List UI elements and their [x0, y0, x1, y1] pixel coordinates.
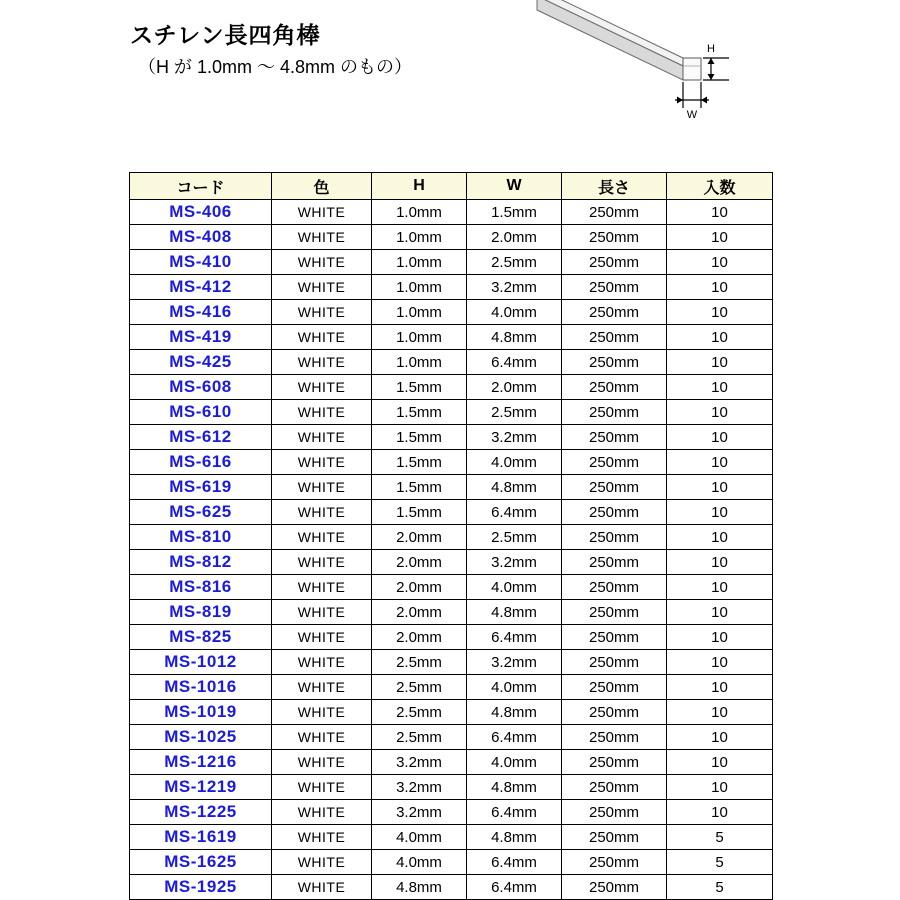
cell-code: MS-1225 [130, 800, 272, 825]
cell-color: WHITE [272, 750, 372, 775]
column-header-quantity: 入数 [667, 173, 773, 200]
cell-length: 250mm [562, 250, 667, 275]
table-row [130, 450, 773, 475]
cell-color: WHITE [272, 725, 372, 750]
cell-height: 2.5mm [372, 675, 467, 700]
cell-height: 1.5mm [372, 500, 467, 525]
cell-quantity: 10 [667, 350, 773, 375]
table-row [130, 200, 773, 225]
cell-code: MS-816 [130, 575, 272, 600]
column-header-code: コード [130, 173, 272, 200]
cell-width: 4.0mm [467, 675, 562, 700]
cell-length: 250mm [562, 725, 667, 750]
cell-quantity: 10 [667, 525, 773, 550]
cell-length: 250mm [562, 375, 667, 400]
cell-height: 3.2mm [372, 775, 467, 800]
cell-width: 2.5mm [467, 250, 562, 275]
cell-quantity: 10 [667, 575, 773, 600]
cell-length: 250mm [562, 450, 667, 475]
cell-code: MS-1025 [130, 725, 272, 750]
column-header-height: H [372, 173, 467, 200]
table-row [130, 575, 773, 600]
cell-color: WHITE [272, 425, 372, 450]
cell-code: MS-1219 [130, 775, 272, 800]
cell-quantity: 5 [667, 875, 773, 900]
cell-quantity: 10 [667, 400, 773, 425]
cell-width: 6.4mm [467, 500, 562, 525]
cell-color: WHITE [272, 825, 372, 850]
cell-quantity: 10 [667, 650, 773, 675]
cell-color: WHITE [272, 600, 372, 625]
table-row [130, 600, 773, 625]
table-row [130, 300, 773, 325]
cell-height: 1.0mm [372, 250, 467, 275]
cell-quantity: 5 [667, 825, 773, 850]
table-row [130, 800, 773, 825]
column-header-color: 色 [272, 173, 372, 200]
cell-width: 4.8mm [467, 600, 562, 625]
cell-length: 250mm [562, 525, 667, 550]
cell-height: 3.2mm [372, 800, 467, 825]
cell-quantity: 10 [667, 800, 773, 825]
cell-quantity: 10 [667, 675, 773, 700]
cell-quantity: 10 [667, 375, 773, 400]
cell-color: WHITE [272, 575, 372, 600]
cell-width: 2.5mm [467, 525, 562, 550]
cell-color: WHITE [272, 250, 372, 275]
cell-height: 3.2mm [372, 750, 467, 775]
cell-color: WHITE [272, 225, 372, 250]
cell-code: MS-1019 [130, 700, 272, 725]
cell-width: 4.8mm [467, 700, 562, 725]
cell-width: 4.0mm [467, 750, 562, 775]
cell-width: 4.0mm [467, 300, 562, 325]
table-row [130, 550, 773, 575]
table-body [130, 200, 773, 900]
cell-color: WHITE [272, 500, 372, 525]
title-block [130, 22, 530, 78]
cell-width: 6.4mm [467, 725, 562, 750]
table-row [130, 725, 773, 750]
cell-quantity: 10 [667, 550, 773, 575]
cell-height: 2.0mm [372, 550, 467, 575]
cell-quantity: 10 [667, 775, 773, 800]
cell-length: 250mm [562, 600, 667, 625]
photo-width-label: W [686, 109, 698, 121]
cell-code: MS-819 [130, 600, 272, 625]
cell-color: WHITE [272, 850, 372, 875]
table-row [130, 625, 773, 650]
cell-code: MS-812 [130, 550, 272, 575]
table-row [130, 400, 773, 425]
cell-width: 6.4mm [467, 850, 562, 875]
cell-color: WHITE [272, 300, 372, 325]
cell-length: 250mm [562, 750, 667, 775]
table-row [130, 700, 773, 725]
cell-width: 1.5mm [467, 200, 562, 225]
page-subtitle: （H が 1.0mm 〜 4.8mm のもの） [138, 56, 413, 77]
table-row [130, 275, 773, 300]
column-header-length: 長さ [562, 173, 667, 200]
cell-height: 1.0mm [372, 350, 467, 375]
cell-length: 250mm [562, 875, 667, 900]
cell-quantity: 10 [667, 625, 773, 650]
photo-height-label: H [707, 43, 715, 55]
cell-height: 1.5mm [372, 375, 467, 400]
cell-length: 250mm [562, 300, 667, 325]
cell-code: MS-608 [130, 375, 272, 400]
cell-color: WHITE [272, 875, 372, 900]
cell-code: MS-410 [130, 250, 272, 275]
cell-color: WHITE [272, 400, 372, 425]
cell-length: 250mm [562, 850, 667, 875]
cell-code: MS-1216 [130, 750, 272, 775]
cell-height: 2.5mm [372, 725, 467, 750]
cell-width: 4.0mm [467, 575, 562, 600]
cell-color: WHITE [272, 650, 372, 675]
cell-code: MS-1016 [130, 675, 272, 700]
cell-length: 250mm [562, 475, 667, 500]
cell-code: MS-616 [130, 450, 272, 475]
cell-quantity: 10 [667, 700, 773, 725]
cell-length: 250mm [562, 550, 667, 575]
cell-length: 250mm [562, 675, 667, 700]
cell-length: 250mm [562, 350, 667, 375]
cell-width: 6.4mm [467, 875, 562, 900]
cell-quantity: 10 [667, 275, 773, 300]
cell-length: 250mm [562, 825, 667, 850]
cell-height: 1.5mm [372, 400, 467, 425]
cell-color: WHITE [272, 800, 372, 825]
cell-code: MS-408 [130, 225, 272, 250]
cell-width: 4.8mm [467, 775, 562, 800]
cell-height: 1.0mm [372, 200, 467, 225]
table-row [130, 850, 773, 875]
product-table [129, 172, 773, 900]
product-table-container [129, 172, 772, 900]
cell-width: 4.8mm [467, 325, 562, 350]
cell-height: 1.5mm [372, 475, 467, 500]
cell-height: 2.0mm [372, 575, 467, 600]
cell-code: MS-406 [130, 200, 272, 225]
cell-length: 250mm [562, 700, 667, 725]
table-row [130, 825, 773, 850]
cell-color: WHITE [272, 350, 372, 375]
cell-quantity: 10 [667, 750, 773, 775]
cell-code: MS-610 [130, 400, 272, 425]
cell-code: MS-1012 [130, 650, 272, 675]
cell-color: WHITE [272, 525, 372, 550]
cell-width: 3.2mm [467, 275, 562, 300]
cell-width: 2.0mm [467, 225, 562, 250]
table-row [130, 475, 773, 500]
cell-width: 2.0mm [467, 375, 562, 400]
cell-height: 2.0mm [372, 600, 467, 625]
cell-width: 6.4mm [467, 350, 562, 375]
cell-code: MS-825 [130, 625, 272, 650]
cell-color: WHITE [272, 700, 372, 725]
table-header-row [130, 173, 773, 200]
cell-height: 2.5mm [372, 700, 467, 725]
cell-code: MS-1625 [130, 850, 272, 875]
cell-code: MS-619 [130, 475, 272, 500]
column-header-width: W [467, 173, 562, 200]
table-row [130, 350, 773, 375]
cell-color: WHITE [272, 550, 372, 575]
cell-width: 3.2mm [467, 425, 562, 450]
cell-quantity: 10 [667, 725, 773, 750]
cell-color: WHITE [272, 675, 372, 700]
cell-code: MS-625 [130, 500, 272, 525]
cell-code: MS-810 [130, 525, 272, 550]
cell-height: 4.0mm [372, 850, 467, 875]
cell-length: 250mm [562, 425, 667, 450]
cell-height: 1.0mm [372, 325, 467, 350]
cell-height: 2.0mm [372, 625, 467, 650]
cell-width: 4.8mm [467, 825, 562, 850]
cell-length: 250mm [562, 800, 667, 825]
table-row [130, 875, 773, 900]
cell-length: 250mm [562, 225, 667, 250]
cell-length: 250mm [562, 275, 667, 300]
cell-width: 6.4mm [467, 800, 562, 825]
cell-length: 250mm [562, 575, 667, 600]
cell-width: 3.2mm [467, 650, 562, 675]
cell-color: WHITE [272, 325, 372, 350]
cell-color: WHITE [272, 475, 372, 500]
cell-code: MS-1619 [130, 825, 272, 850]
cell-code: MS-612 [130, 425, 272, 450]
table-row [130, 775, 773, 800]
cell-quantity: 10 [667, 250, 773, 275]
cell-quantity: 10 [667, 200, 773, 225]
cell-height: 1.5mm [372, 425, 467, 450]
cell-code: MS-416 [130, 300, 272, 325]
cell-length: 250mm [562, 325, 667, 350]
header-section [0, 0, 900, 165]
table-row [130, 525, 773, 550]
cell-quantity: 10 [667, 300, 773, 325]
cell-quantity: 10 [667, 500, 773, 525]
cell-quantity: 10 [667, 600, 773, 625]
styrene-bar-illustration [533, 0, 773, 165]
cell-height: 1.0mm [372, 300, 467, 325]
cell-length: 250mm [562, 650, 667, 675]
cell-width: 2.5mm [467, 400, 562, 425]
cell-code: MS-425 [130, 350, 272, 375]
product-photo [533, 0, 773, 165]
cell-code: MS-419 [130, 325, 272, 350]
cell-height: 1.0mm [372, 275, 467, 300]
cell-color: WHITE [272, 275, 372, 300]
cell-height: 2.0mm [372, 525, 467, 550]
table-row [130, 325, 773, 350]
cell-code: MS-1925 [130, 875, 272, 900]
cell-height: 1.5mm [372, 450, 467, 475]
table-row [130, 500, 773, 525]
cell-quantity: 10 [667, 225, 773, 250]
cell-width: 6.4mm [467, 625, 562, 650]
cell-length: 250mm [562, 400, 667, 425]
cell-length: 250mm [562, 775, 667, 800]
cell-height: 1.0mm [372, 225, 467, 250]
cell-width: 4.0mm [467, 450, 562, 475]
cell-quantity: 10 [667, 325, 773, 350]
cell-width: 4.8mm [467, 475, 562, 500]
table-row [130, 225, 773, 250]
cell-code: MS-412 [130, 275, 272, 300]
cell-height: 4.0mm [372, 825, 467, 850]
cell-color: WHITE [272, 450, 372, 475]
cell-width: 3.2mm [467, 550, 562, 575]
cell-height: 2.5mm [372, 650, 467, 675]
cell-length: 250mm [562, 625, 667, 650]
table-row [130, 375, 773, 400]
table-row [130, 750, 773, 775]
cell-length: 250mm [562, 500, 667, 525]
cell-color: WHITE [272, 200, 372, 225]
cell-height: 4.8mm [372, 875, 467, 900]
table-row [130, 250, 773, 275]
page-title: スチレン長四角棒 [130, 22, 321, 48]
cell-length: 250mm [562, 200, 667, 225]
cell-color: WHITE [272, 775, 372, 800]
cell-color: WHITE [272, 625, 372, 650]
table-row [130, 650, 773, 675]
cell-quantity: 5 [667, 850, 773, 875]
cell-quantity: 10 [667, 475, 773, 500]
cell-color: WHITE [272, 375, 372, 400]
cell-quantity: 10 [667, 425, 773, 450]
table-row [130, 425, 773, 450]
cell-quantity: 10 [667, 450, 773, 475]
table-row [130, 675, 773, 700]
